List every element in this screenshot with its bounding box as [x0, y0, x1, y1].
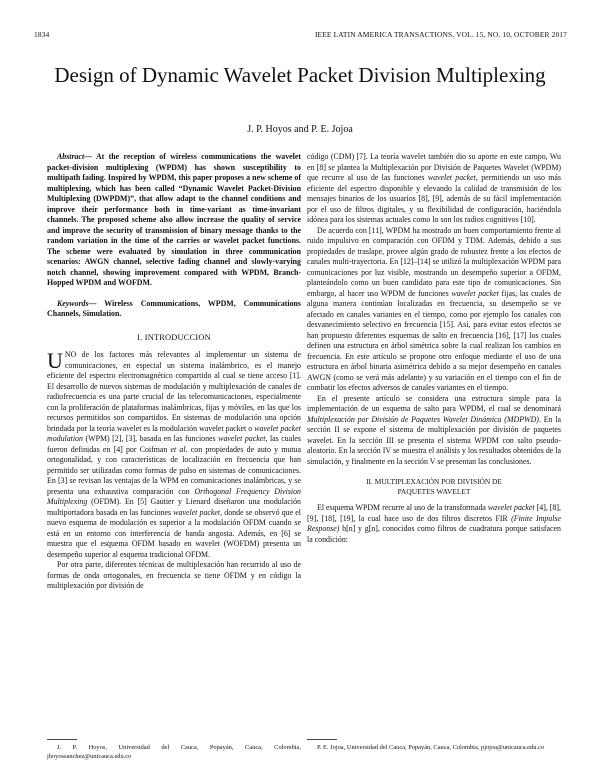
left-column	[47, 152, 301, 592]
keywords-label: Keywords—	[57, 298, 97, 308]
keywords	[47, 299, 301, 320]
footnote-rule-right	[307, 739, 337, 740]
abstract	[47, 152, 301, 289]
section-heading-line-2: PAQUETES WAVELET	[397, 487, 471, 496]
footnote-author-2: P. E. Jojoa, Universidad del Cauca, Popayán, Cauca, Colombia, pjojoa@unicauca.edu.co	[317, 744, 545, 751]
section-heading-wpdm	[307, 477, 561, 497]
intro-paragraph-5: En el presente artículo se considera una estructura simple para la implementación de un esquema de salto para WPDM, el cual se denominará Multiplexación por División de Paquetes Wavelet Dinámica (MDPWD). En la sección II se expone el sistema de multiplexación por división de paquetes wavelet. En la sección III se presenta el sistema WPDM con salto pseudo-aleatorio. En la sección IV se muestra el análisis y los resultados obtenidos de la simulación, y finalmente en la sección V se presentan las conclusiones.	[307, 393, 561, 466]
abstract-label: Abstract—	[57, 152, 93, 161]
footnote-rule-left	[47, 739, 77, 740]
paper-title: Design of Dynamic Wavelet Packet Division Multiplexing	[54, 63, 546, 87]
intro-paragraph-3: código (CDM) [7]. La teoría wavelet también dio su aporte en este campo, Wu en [8] se plantea la Multiplexación por División de Paquetes Wavelet (WPDM) que recurre al uso de las funciones wavelet packet, permitiendo un uso más eficiente del espectro disponible y elevando la calidad de transmisión de los mensajes binarios de los usuarios [8], [9], además de su fácil implementación por el uso de filtros digitales, y su flexibilidad de configuración, haciéndola idónea para los sistemas actuales como lo son los radios cognitivos [10].	[307, 152, 561, 224]
right-column	[307, 152, 561, 545]
abstract-text: At the reception of wireless communications the wavelet packet-division multiplexing (WPDM) has shown susceptibility to multipath fading. Inspired by WPDM, this paper proposes a new scheme of multiplexing, which has been called “Dynamic Wavelet Packet-Division Multiplexing (DWPDM)”, that allow adapt to the channel conditions and improve their performance both in time-variant as time-invariant channels. The proposed scheme also allow increase the quality of service and improve the security of transmission of binary message thanks to the random variation in the time of the carries or wavelet packet functions. The scheme were evaluated by simulation in three communication scenarios: AWGN channel, selective fading channel and slowly-varying notch channel, showing improvement compared with WPDM, Branch-Hopped WPDM and WOFDM.	[47, 152, 301, 287]
wpdm-paragraph-1: El esquema WPDM recurre al uso de la transformada wavelet packet [4], [8], [9], [18], [19], la cual hace uso de dos filtros discretos FIR (Finite Impulse Response) h[n] y g[n], conocidos como filtros de cuadratura porque satisfacen la condición:	[307, 503, 561, 544]
intro-paragraph-1: UNO de los factores más relevantes al implementar un sistema de comunicaciones, en especial un sistema inalámbrico, es el manejo eficiente del espectro electromagnético compartido al cual se tiene acceso [1]. El desarrollo de nuevos sistemas de modulación y multiplexación de canales de radiofrecuencia es una parte crucial de las telecomunicaciones, especialmente con la proliferación de plataformas inalámbricas, fijas y móviles, en las que los recursos permitidos son compartidos. En sistemas de modulación una opción brindada por la teoría wavelet es la modulación wavelet packet o wavelet packet modulation (WPM) [2], [3], basada en las funciones wavelet packet, las cuales fueron definidas en [4] por Coifman et al. con propiedades de auto y mutua ortogonalidad, y con características de localización en frecuencia que han permitido ser utilizadas como formas de pulso en sistemas de comunicaciones. En [3] se revisan las ventajas de la WPM en comunicaciones inalámbricas, y se presenta una exhaustiva comparación con Orthogonal Frequency Division Multiplexing (OFDM). En [5] Gautier y Lienard diseñaron una modulación multiportadora basada en las funciones wavelet packet, donde se observó que el nuevo esquema de modulación es superior a la modulación OFDM cuando se está en un entorno con interferencia de banda angosta. Además, en [6] se muestra que el esquema OFDM basado en wavelet (WOFDM) presenta un desempeño superior al esquema tradicional OFDM.	[47, 348, 301, 559]
keywords-text: Wireless Communications, WPDM, Communications Channels, Simulation.	[47, 298, 301, 318]
paper-authors: J. P. Hoyos and P. E. Jojoa	[247, 124, 353, 135]
intro-paragraph-2: Por otra parte, diferentes técnicas de multiplexación han recurrido al uso de formas de onda ortogonales, en frecuencia se tiene OFDM y en código la multiplexación por división de	[47, 560, 301, 590]
section-heading-introduction: I. INTRODUCCION	[137, 332, 211, 342]
page-number: 1834	[34, 30, 50, 39]
section-heading-line-1: II. MULTIPLEXACIÓN POR DIVISIÓN DE	[366, 477, 502, 486]
journal-header: IEEE LATIN AMERICA TRANSACTIONS, VOL. 15, NO. 10, OCTOBER 2017	[314, 30, 567, 39]
drop-cap: U	[47, 348, 63, 373]
footnote-author-1: J. P. Hoyos, Universidad del Cauca, Popayán, Cauca, Colombia, jhoyossanchez@unicauca.edu.co	[47, 744, 301, 760]
intro-paragraph-4: De acuerdo con [11], WPDM ha mostrado un buen comportamiento frente al ruido impulsivo en comparación con OFDM y TDM. Además, debido a sus propiedades de traslape, provee algún grado de robustez frente a los efectos de canales multi-trayectoria. En [12]–[14] se utilizó la multiplexación WPDM para comunicaciones por luz visible, mostrando un desempeño superior a OFDM, planteándolo como un buen candidato para este tipo de comunicaciones. Sin embargo, al hacer uso WPDM de funciones wavelet packet fijas, las cuales de alguna manera continúan localizadas en frecuencia, su desempeño se ve afectado en canales variantes en el tiempo, como por ejemplo los canales con desvanecimiento selectivo en frecuencia [15]. Así, para evitar estos efectos se han propuesto diferentes esquemas de salto en frecuencia [16], [17] los cuales definen una estructura en árbol simétrica sobre la cual realizan los cambios en frecuencia. En este artículo se propone otro enfoque mediante el uso de una estructura en árbol binaria asimétrica debido a su mejor desempeño en canales AWGN (como se verá más adelante) y su variación en el tiempo con el fin de combatir los efectos adversos de canales variantes en el tiempo.	[307, 225, 561, 392]
